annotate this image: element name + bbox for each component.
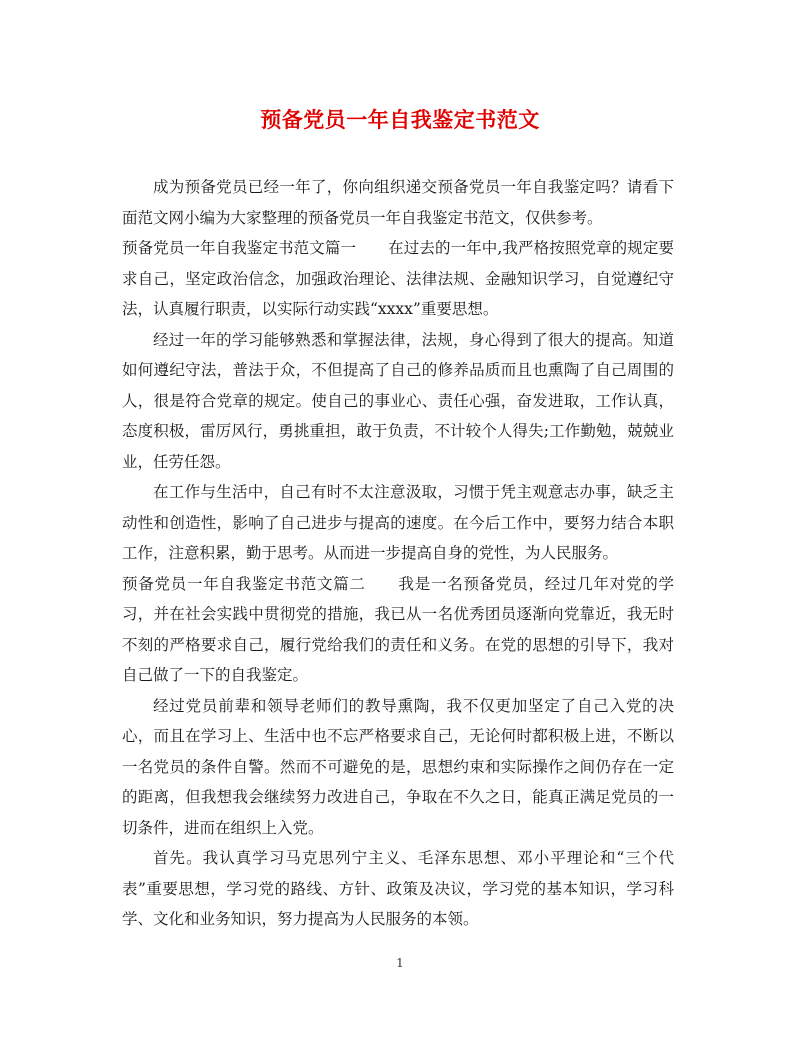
section2-heading: 预备党员一年自我鉴定书范文篇二 [122, 574, 366, 593]
page-number: 1 [396, 956, 404, 970]
document-body [122, 172, 674, 935]
paragraph-5: 经过党员前辈和领导老师们的教导熏陶，我不仅更加坚定了自己入党的决心，而且在学习上、生活中也不忘严格要求自己，无论何时都积极上进，不断以一名党员的条件自警。然而不可避免的是，思想约束和实际操作之间仍存在一定的距离，但我想我会继续努力改进自己，争取在不久之日，能真正满足党员的一切条件，进而在组织上入党。 [122, 696, 674, 837]
section1-text: 在过去的一年中,我严格按照党章的规定要求自己，坚定政治信念，加强政治理论、法律法规、金融知识学习，自觉遵纪守法，认真履行职责，以实际行动实践“xxxx”重要思想。 [122, 239, 674, 318]
section1-heading: 预备党员一年自我鉴定书范文篇一 [122, 239, 357, 257]
paragraph-3: 在工作与生活中，自己有时不太注意汲取，习惯于凭主观意志办事，缺乏主动性和创造性，影响了自己进步与提高的速度。在今后工作中，要努力结合本职工作，注意积累，勤于思考。从而进一步提高自身的党性，为人民服务。 [122, 483, 674, 562]
section2-text: 我是一名预备党员，经过几年对党的学习，并在社会实践中贯彻党的措施，我已从一名优秀团员逐渐向党靠近，我无时不刻的严格要求自己，履行党给我们的责任和义务。在党的思想的引导下，我对自己做了一下的自我鉴定。 [122, 574, 674, 684]
document-title: 预备党员一年自我鉴定书范文 [260, 107, 540, 132]
intro-paragraph: 成为预备党员已经一年了，你向组织递交预备党员一年自我鉴定吗？请看下面范文网小编为大家整理的预备党员一年自我鉴定书范文，仅供参考。 [122, 178, 674, 227]
section2-paragraph [122, 569, 674, 691]
section1-paragraph [122, 233, 674, 325]
paragraph-2: 经过一年的学习能够熟悉和掌握法律，法规，身心得到了很大的提高。知道如何遵纪守法，普法于众，不但提高了自己的修养品质而且也熏陶了自己周围的人，很是符合党章的规定。使自己的事业心、责任心强，奋发进取，工作认真，态度积极，雷厉风行，勇挑重担，敢于负责，不计较个人得失;工作勤勉，兢兢业业，任劳任怨。 [122, 330, 674, 471]
paragraph-6: 首先。我认真学习马克思列宁主义、毛泽东思想、邓小平理论和“三个代表”重要思想，学习党的路线、方针、政策及决议，学习党的基本知识，学习科学、文化和业务知识，努力提高为人民服务的本领。 [122, 849, 674, 928]
